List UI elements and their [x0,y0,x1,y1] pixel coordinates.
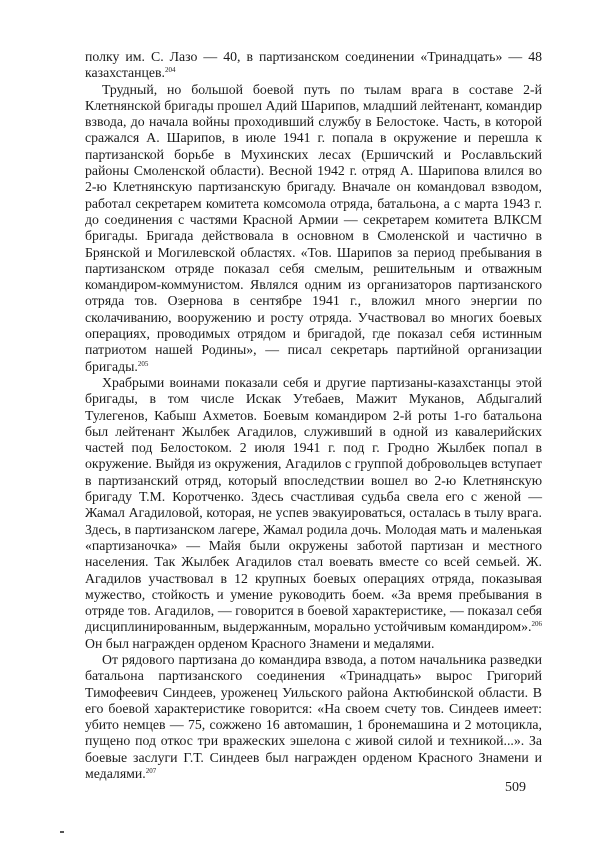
paragraph-4 [85,652,542,782]
paragraph-1 [85,49,542,82]
footnote-ref-206: 206 [531,620,542,629]
paragraph-1-text: полку им. С. Лазо — 40, в партизанском соединении «Тринадцать» — 48 казахстанцев. [85,49,542,81]
footnote-ref-207: 207 [145,767,157,776]
paragraph-2 [85,82,542,375]
paragraph-3 [85,375,542,652]
scan-speck [60,831,64,833]
footnote-ref-204: 204 [165,66,176,75]
paragraph-2-text: Трудный, но большой боевой путь по тылам врага в составе 2-й Клетнянской бригады прошел Адий Шарипов, младший лейтенант, командир взвода, до начала войны проходивший службу в Белостоке. Часть, в которой сражался А. Шарипов, в июле 1941 г. попала в окружение и перешла к партизанской борьбе в Мухинских лесах (Ершичский и Рославльский районы Смоленской области). Весной 1942 г. отряд А. Шарипова влился во 2-ю Клетнянскую партизанскую бригаду. Вначале он командовал взводом, работал секретарем комитета комсомола отряда, батальона, а с марта 1943 г. до соединения с частями Красной Армии — секретарем комитета ВЛКСМ бригады. Бригада действовала в основном в Смоленской и частично в Брянской и Могилевской областях. «Тов. Шарипов за период пребывания в партизанском отряде показал себя смелым, решительным и отважным командиром-коммунистом. Являлся одним из организаторов партизанского отряда тов. Озернова в сентябре 1941 г., вложил много энергии по сколачиванию, вооружению и росту отряда. Участвовал во многих боевых операциях, проводимых отрядом и бригадой, где показал себя истинным патриотом нашей Родины», — писал секретарь партийной организации бригады. [85,81,542,374]
paragraph-4-text: От рядового партизана до командира взвода, а потом начальника разведки батальона партизанского соединения «Тринадцать» вырос Григорий Тимофеевич Синдеев, уроженец Уильского района Актюбинской области. В его боевой характеристике говорится: «На своем счету тов. Синдеев имеет: убито немцев — 75, сожжено 16 автомашин, 1 бронемашина и 2 мотоцикла, пущено под откос три вражеских эшелона с живой силой и техникой...». За боевые заслуги Г.Т. Синдеев был награжден орденом Красного Знамени и медалями. [85,651,542,782]
paragraph-3-text: Храбрыми воинами показали себя и другие партизаны-казахстанцы этой бригады, в том числе Искак Утебаев, Мажит Муканов, Абдыгалий Тулегенов, Кабыш Ахметов. Боевым командиром 2-й роты 1-го батальона был лейтенант Жылбек Агадилов, служивший в одной из кавалерийских частей под Белостоком. 2 июля 1941 г. под г. Гродно Жылбек попал в окружение. Выйдя из окружения, Агадилов с группой добровольцев вступает в партизанский отряд, который впоследствии вошел во 2-ю Клетнянскую бригаду Т.М. Коротченко. Здесь счастливая судьба свела его с женой — Жамал Агадиловой, которая, не успев эвакуироваться, осталась в тылу врага. Здесь, в партизанском лагере, Жамал родила дочь. Молодая мать и маленькая «партизаночка» — Майя были окружены заботой партизан и местного населения. Так Жылбек Агадилов стал воевать вместе со всей семьей. Ж. Агадилов участвовал в 12 крупных боевых операциях отряда, показывая мужество, стойкость и умение руководить боем. «За время пребывания в отряде тов. Агадилов, — говорится в боевой характеристике, — показал себя дисциплинированным, выдержанным, морально устойчивым командиром». [85,374,542,635]
paragraph-3-tail: Он был награжден орденом Красного Знамени и медалями. [85,635,435,651]
footnote-ref-205: 205 [137,359,149,368]
page-number: 509 [505,780,526,795]
